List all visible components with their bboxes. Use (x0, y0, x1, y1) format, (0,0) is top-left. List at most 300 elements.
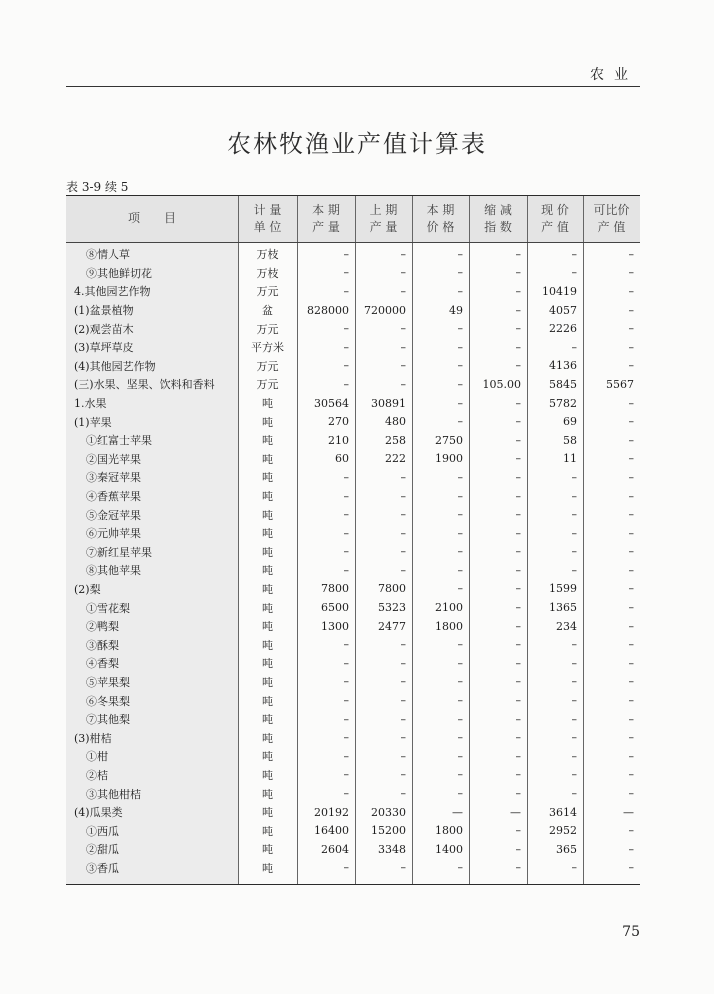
cell-current-output: – (343, 359, 349, 373)
cell-deflator-index: – (515, 340, 521, 354)
row-unit: 吨 (262, 582, 273, 596)
row-item-label: ①红富士苹果 (86, 434, 152, 448)
cell-comparable-value: – (628, 694, 634, 708)
cell-deflator-index: – (515, 582, 521, 596)
cell-comparable-value: – (628, 284, 634, 298)
cell-current-price: – (457, 712, 463, 726)
row-unit: 平方米 (251, 341, 284, 355)
column-header-comparable-value: 可比价 产 值 (593, 202, 630, 234)
cell-deflator-index: – (515, 675, 521, 689)
cell-current-price: 1800 (435, 824, 463, 838)
row-item-label: ②鸭梨 (86, 620, 119, 634)
cell-deflator-index: – (515, 322, 521, 336)
row-item-label: ⑦其他梨 (86, 713, 130, 727)
cell-comparable-value: – (628, 359, 634, 373)
data-table-container (66, 195, 640, 885)
cell-previous-output: 258 (385, 433, 406, 447)
cell-comparable-value: – (628, 768, 634, 782)
cell-current-value: – (571, 526, 577, 540)
cell-current-output: – (343, 749, 349, 763)
cell-current-value: – (571, 247, 577, 261)
table-row (66, 524, 640, 543)
cell-deflator-index: – (515, 601, 521, 615)
cell-previous-output: 5323 (378, 601, 406, 615)
cell-current-value: – (571, 470, 577, 484)
cell-previous-output: – (400, 377, 406, 391)
cell-comparable-value: – (628, 322, 634, 336)
row-item-label: ③酥梨 (86, 638, 119, 652)
cell-deflator-index: – (515, 731, 521, 745)
column-header-current-output: 本 期 产 量 (312, 202, 340, 234)
cell-previous-output: 2477 (378, 619, 406, 633)
table-row (66, 821, 640, 840)
row-item-label: 1.水果 (74, 397, 107, 411)
cell-comparable-value: – (628, 749, 634, 763)
cell-current-value: 1365 (549, 601, 577, 615)
cell-current-price: – (457, 247, 463, 261)
table-top-rule (66, 195, 640, 196)
row-unit: 万元 (256, 285, 279, 299)
cell-current-output: – (343, 377, 349, 391)
row-unit: 吨 (262, 768, 273, 782)
table-row (66, 242, 640, 264)
cell-current-price: – (457, 415, 463, 429)
cell-deflator-index: – (515, 247, 521, 261)
cell-current-value: 58 (563, 433, 577, 447)
cell-previous-output: – (400, 712, 406, 726)
row-item-label: ①西瓜 (86, 824, 119, 838)
header-rule (66, 86, 640, 87)
row-unit: 吨 (262, 787, 273, 801)
table-row (66, 319, 640, 338)
cell-current-value: – (571, 787, 577, 801)
cell-comparable-value: – (628, 861, 634, 875)
row-unit: 盆 (262, 304, 273, 318)
cell-comparable-value: – (628, 842, 634, 856)
cell-comparable-value: – (628, 433, 634, 447)
column-header-current-value: 现 价 产 值 (541, 202, 569, 234)
row-unit: 吨 (262, 620, 273, 634)
cell-current-output: 2604 (321, 842, 349, 856)
row-item-label: ⑨其他鲜切花 (86, 266, 152, 280)
table-row (66, 264, 640, 283)
table-row (66, 840, 640, 859)
cell-previous-output: – (400, 787, 406, 801)
cell-current-value: 5782 (549, 396, 577, 410)
cell-deflator-index: – (515, 396, 521, 410)
row-item-label: (3)草坪草皮 (74, 341, 134, 355)
row-unit: 吨 (262, 601, 273, 615)
cell-comparable-value: – (628, 340, 634, 354)
row-unit: 吨 (262, 861, 273, 875)
row-item-label: (2)观尝苗木 (74, 322, 134, 336)
row-item-label: (3)柑桔 (74, 731, 112, 745)
cell-deflator-index: – (515, 284, 521, 298)
cell-comparable-value: – (628, 526, 634, 540)
table-row (66, 412, 640, 431)
table-row (66, 580, 640, 599)
cell-previous-output: 720000 (364, 303, 406, 317)
cell-previous-output: – (400, 768, 406, 782)
cell-previous-output: 222 (385, 452, 406, 466)
row-item-label: ⑦新红星苹果 (86, 545, 152, 559)
cell-current-price: – (457, 396, 463, 410)
cell-current-output: 828000 (307, 303, 349, 317)
table-row (66, 450, 640, 469)
cell-current-output: 1300 (321, 619, 349, 633)
cell-previous-output: 3348 (378, 842, 406, 856)
cell-current-value: 3614 (549, 805, 577, 819)
cell-current-output: 60 (335, 452, 349, 466)
cell-current-price: – (457, 694, 463, 708)
row-item-label: ③香瓜 (86, 861, 119, 875)
row-unit: 吨 (262, 471, 273, 485)
row-item-label: ②甜瓜 (86, 843, 119, 857)
row-unit: 吨 (262, 731, 273, 745)
cell-current-value: 10419 (542, 284, 577, 298)
column-header-deflator-index: 缩 减 指 数 (484, 202, 512, 234)
table-row (66, 766, 640, 785)
cell-current-value: – (571, 545, 577, 559)
table-row (66, 728, 640, 747)
cell-deflator-index: — (510, 805, 521, 819)
cell-current-value: 365 (556, 842, 577, 856)
cell-previous-output: – (400, 563, 406, 577)
cell-deflator-index: – (515, 526, 521, 540)
cell-deflator-index: – (515, 694, 521, 708)
cell-current-price: 1800 (435, 619, 463, 633)
table-row (66, 859, 640, 878)
cell-comparable-value: – (628, 563, 634, 577)
cell-current-price: – (457, 377, 463, 391)
page-number: 75 (622, 924, 640, 940)
table-row (66, 803, 640, 822)
cell-current-output: – (343, 731, 349, 745)
cell-current-output: 270 (328, 415, 349, 429)
cell-previous-output: – (400, 470, 406, 484)
row-unit: 吨 (262, 545, 273, 559)
cell-current-output: – (343, 768, 349, 782)
cell-current-price: – (457, 284, 463, 298)
cell-current-output: – (343, 675, 349, 689)
cell-comparable-value: – (628, 712, 634, 726)
table-row (66, 301, 640, 320)
table-label: 表 3-9 续 5 (66, 180, 129, 194)
cell-current-price: – (457, 322, 463, 336)
row-item-label: (三)水果、坚果、饮料和香料 (74, 378, 215, 392)
row-unit: 吨 (262, 806, 273, 820)
cell-current-value: – (571, 508, 577, 522)
cell-current-output: – (343, 508, 349, 522)
cell-previous-output: – (400, 266, 406, 280)
row-item-label: (4)瓜果类 (74, 806, 123, 820)
row-unit: 万元 (256, 322, 279, 336)
cell-deflator-index: – (515, 619, 521, 633)
cell-current-price: – (457, 731, 463, 745)
cell-deflator-index: – (515, 303, 521, 317)
cell-current-output: – (343, 787, 349, 801)
table-bottom-rule (66, 884, 640, 885)
cell-comparable-value: – (628, 545, 634, 559)
cell-current-output: – (343, 247, 349, 261)
cell-deflator-index: – (515, 452, 521, 466)
table-row (66, 635, 640, 654)
table-row (66, 747, 640, 766)
cell-current-value: – (571, 749, 577, 763)
cell-deflator-index: – (515, 861, 521, 875)
cell-current-price: – (457, 526, 463, 540)
cell-current-output: 210 (328, 433, 349, 447)
row-item-label: ③秦冠苹果 (86, 471, 141, 485)
cell-current-price: – (457, 470, 463, 484)
cell-current-output: – (343, 656, 349, 670)
cell-current-value: – (571, 768, 577, 782)
table-row (66, 673, 640, 692)
cell-previous-output: – (400, 861, 406, 875)
row-unit: 吨 (262, 397, 273, 411)
table-row (66, 784, 640, 803)
row-item-label: 4.其他园艺作物 (74, 285, 151, 299)
cell-current-price: – (457, 563, 463, 577)
cell-current-price: 2100 (435, 601, 463, 615)
cell-previous-output: – (400, 284, 406, 298)
row-item-label: ⑥冬果梨 (86, 694, 130, 708)
cell-current-price: – (457, 340, 463, 354)
cell-current-price: – (457, 638, 463, 652)
cell-current-output: – (343, 470, 349, 484)
cell-previous-output: 7800 (378, 582, 406, 596)
row-item-label: ④香蕉苹果 (86, 490, 141, 504)
cell-previous-output: – (400, 359, 406, 373)
cell-comparable-value: – (628, 266, 634, 280)
cell-previous-output: – (400, 340, 406, 354)
cell-previous-output: – (400, 694, 406, 708)
cell-current-price: – (457, 582, 463, 596)
cell-comparable-value: – (628, 787, 634, 801)
table-row (66, 282, 640, 301)
cell-deflator-index: – (515, 842, 521, 856)
row-item-label: ①柑 (86, 750, 108, 764)
row-item-label: (1)苹果 (74, 415, 112, 429)
cell-current-value: 1599 (549, 582, 577, 596)
cell-deflator-index: – (515, 508, 521, 522)
cell-current-value: 4057 (549, 303, 577, 317)
row-unit: 吨 (262, 843, 273, 857)
cell-deflator-index: – (515, 712, 521, 726)
cell-comparable-value: – (628, 619, 634, 633)
row-unit: 吨 (262, 657, 273, 671)
cell-current-value: – (571, 266, 577, 280)
column-header-previous-output: 上 期 产 量 (369, 202, 398, 234)
cell-current-price: – (457, 861, 463, 875)
cell-deflator-index: – (515, 768, 521, 782)
cell-current-output: – (343, 284, 349, 298)
cell-deflator-index: – (515, 489, 521, 503)
cell-current-price: – (457, 545, 463, 559)
cell-current-value: 5845 (549, 377, 577, 391)
table-row (66, 468, 640, 487)
table-row (66, 357, 640, 376)
cell-current-price: – (457, 768, 463, 782)
cell-current-price: – (457, 359, 463, 373)
cell-comparable-value: – (628, 638, 634, 652)
cell-previous-output: – (400, 489, 406, 503)
row-unit: 吨 (262, 638, 273, 652)
cell-comparable-value: – (628, 582, 634, 596)
cell-previous-output: – (400, 656, 406, 670)
cell-current-value: 11 (563, 452, 577, 466)
row-unit: 吨 (262, 452, 273, 466)
cell-comparable-value: – (628, 247, 634, 261)
cell-previous-output: – (400, 508, 406, 522)
row-item-label: ②桔 (86, 768, 108, 782)
section-heading: 农业 (590, 67, 638, 83)
cell-current-value: – (571, 563, 577, 577)
row-unit: 万枝 (256, 266, 279, 280)
cell-current-value: 4136 (549, 359, 577, 373)
row-item-label: ①雪花梨 (86, 601, 130, 615)
table-row (66, 710, 640, 729)
cell-current-output: – (343, 545, 349, 559)
table-body (66, 242, 640, 877)
cell-current-output: – (343, 526, 349, 540)
cell-current-output: 20192 (314, 805, 349, 819)
row-unit: 吨 (262, 675, 273, 689)
table-header-row (66, 195, 640, 242)
cell-current-value: 69 (563, 415, 577, 429)
cell-comparable-value: 5567 (606, 377, 634, 391)
cell-current-output: – (343, 861, 349, 875)
cell-current-price: – (457, 489, 463, 503)
table-row (66, 598, 640, 617)
cell-current-value: – (571, 656, 577, 670)
row-unit: 吨 (262, 490, 273, 504)
row-item-label: ⑧情人草 (86, 248, 130, 262)
cell-previous-output: 20330 (371, 805, 406, 819)
cell-current-output: – (343, 266, 349, 280)
cell-previous-output: – (400, 322, 406, 336)
cell-current-value: – (571, 731, 577, 745)
row-unit: 吨 (262, 527, 273, 541)
cell-previous-output: 480 (385, 415, 406, 429)
cell-current-output: – (343, 322, 349, 336)
cell-comparable-value: – (628, 824, 634, 838)
row-item-label: (2)梨 (74, 582, 101, 596)
cell-previous-output: – (400, 545, 406, 559)
cell-current-price: – (457, 749, 463, 763)
cell-current-price: 1400 (435, 842, 463, 856)
cell-current-value: 2952 (549, 824, 577, 838)
cell-current-output: – (343, 340, 349, 354)
cell-previous-output: – (400, 247, 406, 261)
cell-comparable-value: – (628, 675, 634, 689)
cell-current-price: – (457, 787, 463, 801)
cell-current-value: – (571, 638, 577, 652)
cell-deflator-index: – (515, 656, 521, 670)
cell-previous-output: – (400, 749, 406, 763)
row-item-label: ⑧其他苹果 (86, 564, 141, 578)
cell-current-price: 49 (449, 303, 463, 317)
cell-current-value: – (571, 861, 577, 875)
cell-previous-output: 30891 (371, 396, 406, 410)
cell-deflator-index: – (515, 266, 521, 280)
cell-deflator-index: – (515, 824, 521, 838)
row-item-label: ④香梨 (86, 657, 119, 671)
cell-comparable-value: – (628, 470, 634, 484)
column-header-current-price: 本 期 价 格 (426, 202, 455, 234)
cell-current-value: 234 (556, 619, 577, 633)
table-row (66, 543, 640, 562)
data-table (66, 195, 640, 877)
cell-current-value: – (571, 694, 577, 708)
cell-comparable-value: – (628, 489, 634, 503)
cell-comparable-value: – (628, 731, 634, 745)
cell-comparable-value: — (623, 805, 634, 819)
cell-deflator-index: – (515, 787, 521, 801)
cell-current-output: 6500 (321, 601, 349, 615)
table-row (66, 617, 640, 636)
cell-current-price: – (457, 266, 463, 280)
table-row (66, 431, 640, 450)
cell-deflator-index: – (515, 359, 521, 373)
table-header-rule (66, 242, 640, 243)
row-unit: 吨 (262, 750, 273, 764)
row-unit: 吨 (262, 415, 273, 429)
row-item-label: ⑤金冠苹果 (86, 508, 141, 522)
cell-current-price: — (452, 805, 463, 819)
table-row (66, 487, 640, 506)
cell-comparable-value: – (628, 656, 634, 670)
table-row (66, 654, 640, 673)
row-unit: 吨 (262, 564, 273, 578)
cell-comparable-value: – (628, 452, 634, 466)
cell-deflator-index: – (515, 415, 521, 429)
page-title: 农林牧渔业产值计算表 (227, 130, 487, 158)
cell-current-output: – (343, 489, 349, 503)
cell-previous-output: – (400, 638, 406, 652)
cell-current-output: – (343, 638, 349, 652)
cell-previous-output: 15200 (371, 824, 406, 838)
cell-deflator-index: – (515, 749, 521, 763)
row-item-label: ③其他柑桔 (86, 787, 141, 801)
cell-current-output: – (343, 694, 349, 708)
cell-current-price: – (457, 675, 463, 689)
row-item-label: (4)其他园艺作物 (74, 359, 156, 373)
cell-current-output: – (343, 712, 349, 726)
cell-current-value: – (571, 489, 577, 503)
cell-current-output: – (343, 563, 349, 577)
cell-previous-output: – (400, 675, 406, 689)
row-item-label: ②国光苹果 (86, 452, 141, 466)
table-row (66, 505, 640, 524)
row-item-label: ⑥元帅苹果 (86, 527, 141, 541)
cell-comparable-value: – (628, 396, 634, 410)
cell-current-value: 2226 (549, 322, 577, 336)
column-header-unit: 计 量 单 位 (253, 202, 282, 234)
row-unit: 万元 (256, 359, 279, 373)
cell-current-value: – (571, 675, 577, 689)
row-item-label: (1)盆景植物 (74, 304, 134, 318)
cell-previous-output: – (400, 731, 406, 745)
cell-current-output: 30564 (314, 396, 349, 410)
row-unit: 吨 (262, 713, 273, 727)
table-row (66, 561, 640, 580)
table-row (66, 691, 640, 710)
row-unit: 万元 (256, 378, 279, 392)
table-row (66, 338, 640, 357)
row-unit: 吨 (262, 694, 273, 708)
row-item-label: ⑤苹果梨 (86, 675, 130, 689)
